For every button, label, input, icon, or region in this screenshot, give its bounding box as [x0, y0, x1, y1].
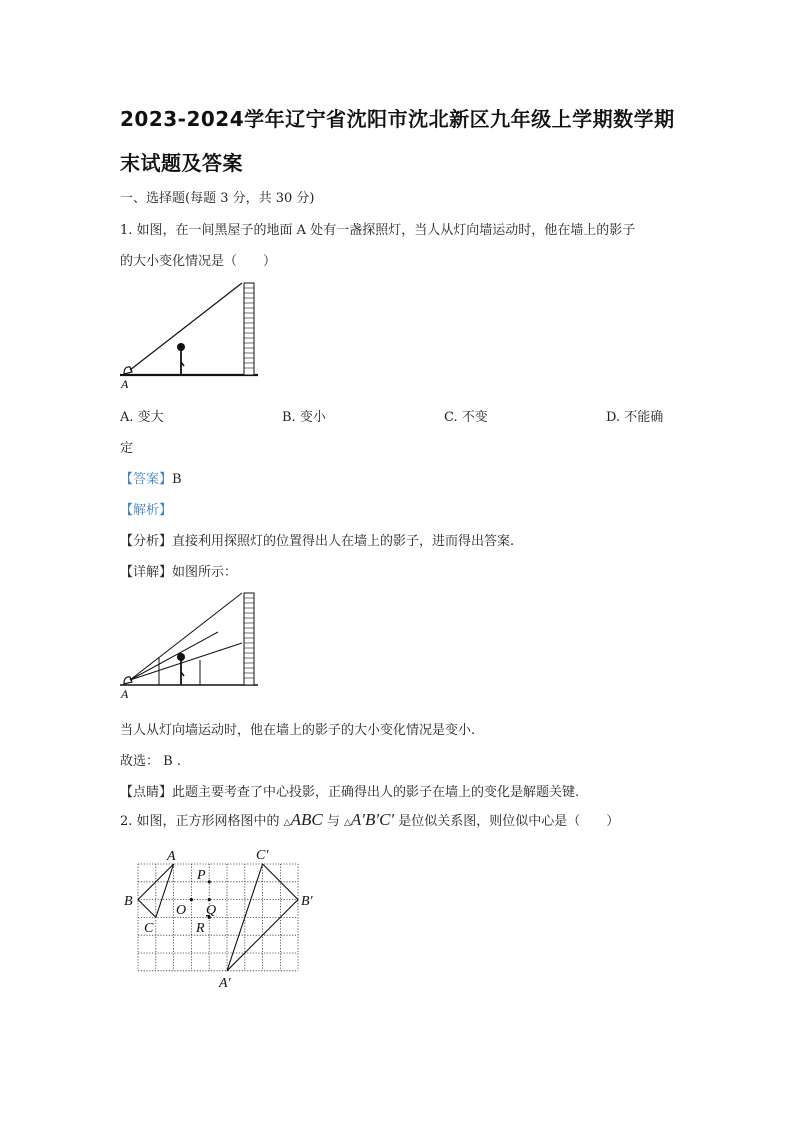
brick-wall-icon — [244, 283, 254, 375]
point-label-b: B — [124, 894, 133, 909]
dianjing-tag: 【点睛】 — [120, 785, 173, 800]
square-grid — [138, 864, 298, 971]
q1-option-d[interactable]: D. 不能确 — [606, 410, 664, 425]
q1-fenxi — [120, 530, 514, 549]
dianjing-text: 此题主要考查了中心投影，正确得出人的影子在墙上的变化是解题关键. — [172, 785, 580, 800]
q1-solution-figure — [118, 590, 263, 702]
point-label-c-prime: C′ — [256, 848, 269, 863]
person-icon — [177, 343, 185, 375]
triangle-symbol: △ — [283, 818, 291, 828]
light-rays — [130, 593, 242, 680]
fenxi-text: 直接利用探照灯的位置得出人在墙上的影子，进而得出答案. — [172, 534, 515, 549]
light-ray — [130, 283, 242, 370]
q1-option-c[interactable]: C. 不变 — [444, 410, 488, 425]
q1-option-d-wrap: 定 — [120, 441, 134, 456]
q2-stem-mid: 与 — [322, 814, 344, 829]
q1-answer — [120, 468, 182, 487]
point-label-a: A — [121, 377, 129, 391]
q1-figure — [118, 280, 263, 392]
fenxi-tag: 【分析】 — [120, 534, 173, 549]
q2-stem-prefix: 2. 如图，正方形网格图中的 — [120, 814, 284, 829]
point-label-a: A — [167, 849, 176, 864]
q1-choice: 故选： B . — [120, 754, 181, 769]
point-label-r: R — [196, 921, 205, 936]
q1-stem-line2: 的大小变化情况是（ ） — [120, 254, 277, 269]
point-label-p: P — [197, 868, 206, 883]
q1-stem-line1: 1. 如图，在一间黑屋子的地面 A 处有一盏探照灯，当人从灯向墙运动时，他在墙上的影子 — [120, 223, 636, 238]
q1-conclusion: 当人从灯向墙运动时，他在墙上的影子的大小变化情况是变小. — [120, 723, 476, 738]
q2-stem-suffix: 是位似关系图，则位似中心是（ ） — [394, 814, 620, 829]
q2-grid-figure — [118, 842, 328, 992]
point-label-o: O — [176, 903, 187, 918]
spotlight-icon — [124, 367, 132, 374]
answer-value: B — [172, 472, 182, 487]
point-label-c: C — [144, 921, 154, 936]
triangle-abc-prime: A′B′C′ — [350, 810, 395, 829]
q2-stem — [120, 810, 619, 830]
position-markers — [159, 658, 200, 685]
q1-option-a[interactable]: A. 变大 — [120, 410, 164, 425]
point-label-a-prime: A′ — [219, 976, 231, 991]
xiangjie-text: 如图所示： — [172, 565, 238, 580]
q1-dianjing — [120, 781, 579, 800]
spotlight-icon — [124, 677, 132, 684]
triangle-symbol: △ — [343, 818, 351, 828]
document-title-line2: 末试题及答案 — [120, 151, 243, 175]
section-heading: 一、选择题(每题 3 分，共 30 分) — [120, 191, 315, 206]
person-icon — [177, 653, 185, 685]
triangle-abc: ABC — [290, 810, 323, 829]
answer-tag: 【答案】 — [120, 472, 173, 487]
xiangjie-tag: 【详解】 — [120, 565, 173, 580]
point-label-q: Q — [206, 903, 217, 918]
q1-xiangjie — [120, 561, 237, 580]
document-title-line1: 2023-2024学年辽宁省沈阳市沈北新区九年级上学期数学期 — [120, 107, 675, 131]
analysis-tag: 【解析】 — [120, 503, 173, 518]
brick-wall-icon — [244, 593, 254, 685]
q1-option-b[interactable]: B. 变小 — [282, 410, 326, 425]
point-label-b-prime: B′ — [301, 894, 313, 909]
point-label-a: A — [121, 687, 129, 701]
